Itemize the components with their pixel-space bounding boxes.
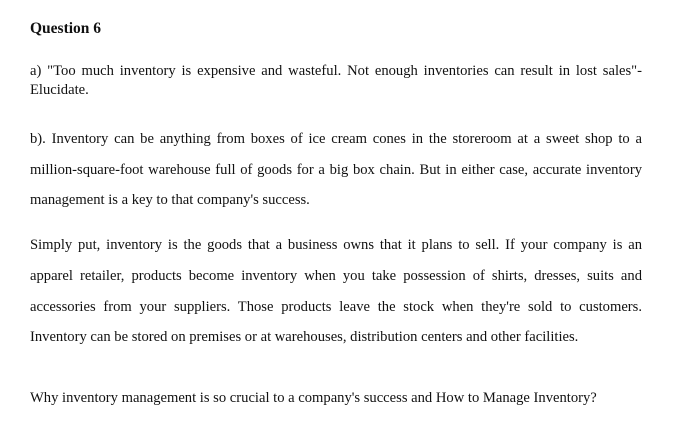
question-part-b: b). Inventory can be anything from boxes of ice cream cones in the storeroom at a sweet shop to a million-square-foot warehouse full of goods for a big box chain. But in either case, accurate inventory management is a key to that company's success. bbox=[30, 131, 642, 208]
question-part-a: a) "Too much inventory is expensive and wasteful. Not enough inventories can result in lost sales"- Elucidate. bbox=[30, 63, 642, 98]
question-prompt: Why inventory management is so crucial to a company's success and How to Manage Inventory? bbox=[30, 390, 597, 406]
context-paragraph: Simply put, inventory is the goods that a business owns that it plans to sell. If your company is an apparel retailer, products become inventory when you take possession of shirts, dresses, suits and accessories from your suppliers. Those products leave the stock when they're sold to customers. Inventory can be stored on premises or at warehouses, distribution centers and other facilities. bbox=[30, 237, 642, 346]
question-title: Question 6 bbox=[30, 20, 102, 37]
